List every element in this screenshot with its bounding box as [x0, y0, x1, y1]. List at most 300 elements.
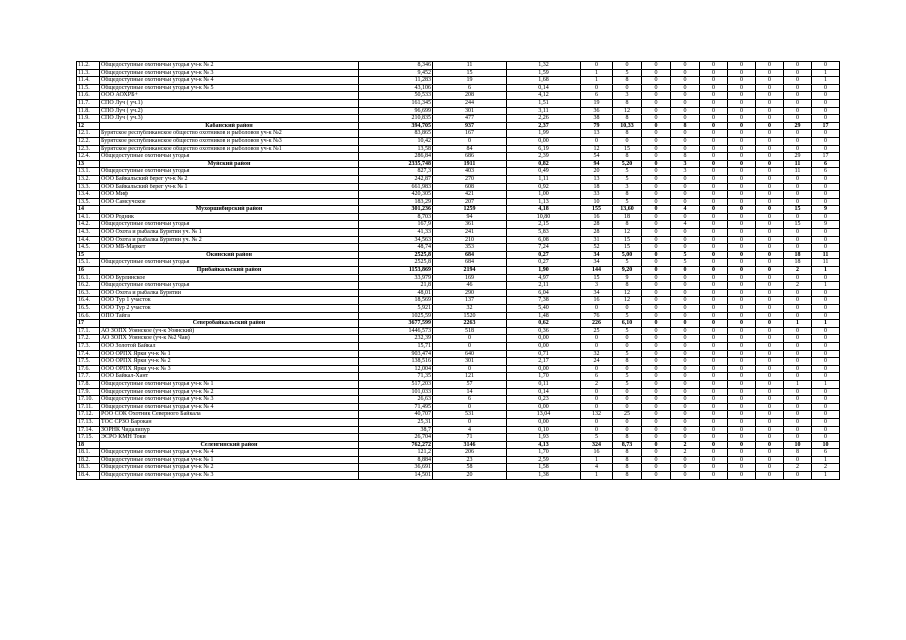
- table-row: [77, 221, 840, 229]
- table-cell: 0: [756, 418, 784, 426]
- table-cell: 0: [642, 198, 671, 206]
- table-cell: ООО АОХРБ+: [100, 92, 359, 100]
- table-cell: 242,87: [359, 175, 433, 183]
- table-cell: 0: [812, 183, 840, 191]
- table-cell: 9: [812, 206, 840, 214]
- table-cell: 661,983: [359, 183, 433, 191]
- table-cell: 0: [756, 312, 784, 320]
- table-cell: 0: [581, 426, 613, 434]
- table-cell: 0: [784, 289, 812, 297]
- table-cell: 0: [700, 99, 728, 107]
- table-cell: 0: [700, 221, 728, 229]
- table-cell: 0: [613, 388, 642, 396]
- table-cell: 17.14.: [77, 426, 100, 434]
- table-cell: 34,563: [359, 236, 433, 244]
- table-cell: 0: [784, 373, 812, 381]
- table-cell: 34: [581, 289, 613, 297]
- table-cell: 0: [756, 69, 784, 77]
- table-cell: 0: [671, 137, 700, 145]
- table-cell: 0: [581, 396, 613, 404]
- table-cell: 26,704: [359, 434, 433, 442]
- table-cell: 0: [671, 267, 700, 275]
- table-cell: ООО Тур 1 участок: [100, 297, 359, 305]
- table-cell: 17.5.: [77, 358, 100, 366]
- table-cell: 0: [700, 62, 728, 70]
- table-cell: 5,00: [613, 251, 642, 259]
- table-cell: 0: [756, 84, 784, 92]
- table-cell: 1: [812, 380, 840, 388]
- table-cell: 0: [671, 107, 700, 115]
- table-cell: 0: [671, 396, 700, 404]
- table-cell: 0: [728, 396, 756, 404]
- data-table: [76, 61, 840, 480]
- table-cell: 161,345: [359, 99, 433, 107]
- table-cell: 0: [700, 122, 728, 130]
- table-cell: 0,62: [507, 320, 581, 328]
- table-cell: 0: [700, 282, 728, 290]
- table-cell: 10: [812, 441, 840, 449]
- table-row: [77, 183, 840, 191]
- table-cell: 2194: [433, 267, 507, 275]
- table-cell: 0: [671, 312, 700, 320]
- table-cell: 4: [581, 464, 613, 472]
- table-cell: 5: [613, 69, 642, 77]
- table-cell: 71,495: [359, 403, 433, 411]
- table-cell: 71,35: [359, 373, 433, 381]
- table-cell: 0: [642, 327, 671, 335]
- table-cell: 5: [613, 373, 642, 381]
- table-cell: 12: [613, 229, 642, 237]
- table-cell: Общедоступные охотничьи угодья уч-к № 1: [100, 456, 359, 464]
- table-cell: 13.2.: [77, 175, 100, 183]
- table-cell: ООО МБ-Маркет: [100, 244, 359, 252]
- table-cell: 0: [784, 396, 812, 404]
- table-cell: 20: [581, 168, 613, 176]
- table-cell: 0: [728, 289, 756, 297]
- table-cell: 0: [728, 365, 756, 373]
- table-cell: 0: [728, 274, 756, 282]
- table-cell: 40,707: [359, 411, 433, 419]
- table-cell: 0: [756, 456, 784, 464]
- table-cell: 31: [581, 236, 613, 244]
- table-cell: 1: [812, 472, 840, 480]
- table-cell: 0: [700, 160, 728, 168]
- table-cell: 0: [812, 350, 840, 358]
- table-cell: 2,11: [507, 282, 581, 290]
- table-cell: 17: [812, 153, 840, 161]
- table-cell: 14.5.: [77, 244, 100, 252]
- table-cell: 8: [613, 358, 642, 366]
- table-cell: 0: [671, 62, 700, 70]
- table-cell: 0: [756, 472, 784, 480]
- table-cell: 0: [812, 175, 840, 183]
- table-cell: 8,73: [613, 441, 642, 449]
- table-cell: 0: [784, 365, 812, 373]
- table-cell: Кабанский район: [100, 122, 359, 130]
- table-cell: 0: [671, 289, 700, 297]
- table-cell: 1,93: [507, 434, 581, 442]
- table-cell: АО ЗОПХ Уоянское (уч-к №2 Чаи): [100, 335, 359, 343]
- table-cell: 0: [728, 69, 756, 77]
- table-cell: 0: [613, 335, 642, 343]
- table-cell: 1,11: [507, 175, 581, 183]
- table-cell: 0: [728, 175, 756, 183]
- table-cell: 0: [642, 365, 671, 373]
- table-cell: 9: [613, 274, 642, 282]
- table-row: [77, 77, 840, 85]
- table-cell: 0: [728, 388, 756, 396]
- table-cell: 5: [613, 168, 642, 176]
- table-cell: 0: [756, 373, 784, 381]
- table-cell: 11: [433, 62, 507, 70]
- table-cell: 0: [642, 449, 671, 457]
- table-cell: 0: [728, 373, 756, 381]
- table-cell: 3: [581, 282, 613, 290]
- table-cell: 0: [728, 160, 756, 168]
- table-cell: 0: [756, 244, 784, 252]
- table-cell: 301: [433, 358, 507, 366]
- table-cell: 0: [756, 130, 784, 138]
- table-cell: 1: [784, 380, 812, 388]
- table-cell: 18: [613, 213, 642, 221]
- table-cell: 11.4.: [77, 77, 100, 85]
- table-cell: 0: [671, 213, 700, 221]
- table-cell: 1,13: [507, 198, 581, 206]
- table-cell: 0: [812, 137, 840, 145]
- table-cell: 0: [812, 388, 840, 396]
- table-cell: ООО ОРПХ Ярки уч-к № 3: [100, 365, 359, 373]
- table-cell: 0,23: [507, 396, 581, 404]
- table-cell: 0: [728, 411, 756, 419]
- table-cell: 0: [642, 335, 671, 343]
- table-cell: Бурятское республиканское общество охотников и рыболовов уч-к №2: [100, 130, 359, 138]
- table-cell: 0: [581, 62, 613, 70]
- table-cell: 0: [581, 84, 613, 92]
- table-cell: 0: [642, 99, 671, 107]
- table-cell: 0: [642, 342, 671, 350]
- table-cell: 10,80: [507, 213, 581, 221]
- table-cell: 1: [581, 472, 613, 480]
- table-cell: 210: [433, 236, 507, 244]
- table-cell: 0: [728, 358, 756, 366]
- table-cell: 0: [642, 456, 671, 464]
- table-cell: 0: [728, 130, 756, 138]
- table-cell: 0: [756, 335, 784, 343]
- table-cell: 0: [812, 335, 840, 343]
- table-cell: 29: [784, 153, 812, 161]
- table-cell: 0: [812, 92, 840, 100]
- table-cell: 16.4.: [77, 297, 100, 305]
- table-row: [77, 115, 840, 123]
- table-cell: 0: [700, 168, 728, 176]
- table-cell: 0: [700, 350, 728, 358]
- table-cell: 33,979: [359, 274, 433, 282]
- table-cell: 0: [812, 84, 840, 92]
- table-cell: 33: [581, 191, 613, 199]
- table-cell: 0: [728, 449, 756, 457]
- table-cell: 0: [642, 380, 671, 388]
- table-cell: 2,17: [507, 358, 581, 366]
- table-cell: 8: [613, 472, 642, 480]
- table-cell: 20: [433, 472, 507, 480]
- table-cell: 132: [581, 411, 613, 419]
- table-cell: 0: [812, 62, 840, 70]
- table-cell: 13.3.: [77, 183, 100, 191]
- table-cell: 169: [433, 274, 507, 282]
- table-row: [77, 191, 840, 199]
- table-cell: 167: [433, 130, 507, 138]
- table-cell: 0: [671, 244, 700, 252]
- table-cell: 0: [756, 137, 784, 145]
- table-cell: 96,699: [359, 107, 433, 115]
- table-cell: Мухоршибирский район: [100, 206, 359, 214]
- table-cell: 1259: [433, 206, 507, 214]
- table-cell: 14.1.: [77, 213, 100, 221]
- table-cell: 0: [642, 388, 671, 396]
- table-cell: 244: [433, 99, 507, 107]
- table-cell: 0: [642, 274, 671, 282]
- table-cell: 0: [728, 472, 756, 480]
- table-cell: 0: [784, 198, 812, 206]
- table-row: [77, 153, 840, 161]
- table-row: [77, 418, 840, 426]
- table-cell: 0: [812, 244, 840, 252]
- table-cell: 301,236: [359, 206, 433, 214]
- table-cell: 226: [581, 320, 613, 328]
- table-cell: ООО Миф: [100, 191, 359, 199]
- table-cell: 0: [581, 335, 613, 343]
- table-cell: Прибайкальский район: [100, 267, 359, 275]
- table-cell: 0: [812, 312, 840, 320]
- table-cell: 0: [812, 396, 840, 404]
- table-cell: 29: [784, 122, 812, 130]
- table-cell: 2: [784, 267, 812, 275]
- table-cell: 0: [671, 183, 700, 191]
- table-cell: 0: [433, 418, 507, 426]
- table-cell: 32: [433, 305, 507, 313]
- table-cell: 0: [812, 342, 840, 350]
- table-cell: 0: [728, 305, 756, 313]
- table-cell: 0: [784, 99, 812, 107]
- table-cell: 4,12: [507, 92, 581, 100]
- table-cell: 0: [756, 153, 784, 161]
- table-cell: 1,32: [507, 62, 581, 70]
- table-cell: 57: [433, 380, 507, 388]
- table-cell: ООО Золотой Байкал: [100, 342, 359, 350]
- table-row: [77, 62, 840, 70]
- table-cell: 0: [756, 92, 784, 100]
- table-cell: 0: [784, 69, 812, 77]
- table-cell: 0: [581, 388, 613, 396]
- table-cell: 76: [581, 312, 613, 320]
- table-cell: 290: [433, 289, 507, 297]
- table-cell: 137: [433, 297, 507, 305]
- table-cell: 17.15.: [77, 434, 100, 442]
- table-cell: 0: [728, 115, 756, 123]
- table-cell: 5,20: [613, 160, 642, 168]
- table-cell: 4,18: [507, 206, 581, 214]
- table-cell: 0: [784, 92, 812, 100]
- table-cell: ОПО Тайга: [100, 312, 359, 320]
- table-cell: 15: [784, 206, 812, 214]
- table-cell: 2,26: [507, 115, 581, 123]
- table-cell: 12: [613, 297, 642, 305]
- table-cell: 477: [433, 115, 507, 123]
- table-row: [77, 122, 840, 130]
- table-cell: 11.9.: [77, 115, 100, 123]
- table-cell: 1: [581, 69, 613, 77]
- table-cell: Северобайкальский район: [100, 320, 359, 328]
- table-cell: 0: [756, 441, 784, 449]
- table-cell: 0: [642, 418, 671, 426]
- table-row: [77, 320, 840, 328]
- table-cell: 0,00: [507, 403, 581, 411]
- table-row: [77, 403, 840, 411]
- table-cell: 1446,573: [359, 327, 433, 335]
- table-cell: 1: [784, 320, 812, 328]
- table-cell: 903,474: [359, 350, 433, 358]
- table-cell: 0: [784, 418, 812, 426]
- table-cell: 1: [581, 456, 613, 464]
- table-row: [77, 380, 840, 388]
- table-cell: 0: [700, 441, 728, 449]
- table-cell: 0,36: [507, 327, 581, 335]
- table-cell: 0: [784, 403, 812, 411]
- table-cell: 48,01: [359, 289, 433, 297]
- table-cell: 11,283: [359, 77, 433, 85]
- table-cell: 0: [671, 472, 700, 480]
- table-cell: 0: [642, 183, 671, 191]
- table-row: [77, 411, 840, 419]
- table-row: [77, 168, 840, 176]
- table-cell: 54: [581, 153, 613, 161]
- table-cell: 0: [671, 115, 700, 123]
- table-cell: 11.6.: [77, 92, 100, 100]
- table-cell: 8: [613, 456, 642, 464]
- table-cell: Общедоступные охотничьи угодья уч-к № 5: [100, 84, 359, 92]
- table-cell: 144: [581, 267, 613, 275]
- table-cell: 2: [581, 380, 613, 388]
- table-cell: 0: [812, 305, 840, 313]
- table-cell: 0: [756, 297, 784, 305]
- table-row: [77, 388, 840, 396]
- table-cell: 17.13.: [77, 418, 100, 426]
- table-cell: 0: [784, 77, 812, 85]
- table-cell: 8,703: [359, 213, 433, 221]
- table-cell: 13.4.: [77, 191, 100, 199]
- table-cell: 0: [728, 267, 756, 275]
- table-row: [77, 472, 840, 480]
- table-cell: 0: [433, 403, 507, 411]
- table-cell: 0: [756, 411, 784, 419]
- table-cell: 5: [613, 259, 642, 267]
- table-cell: 15,71: [359, 342, 433, 350]
- table-cell: 0: [784, 62, 812, 70]
- table-cell: 1,70: [507, 449, 581, 457]
- table-cell: 0: [700, 365, 728, 373]
- table-cell: 0: [756, 327, 784, 335]
- table-cell: 232,39: [359, 335, 433, 343]
- table-cell: 9,452: [359, 69, 433, 77]
- table-cell: 0: [784, 213, 812, 221]
- table-cell: 0: [728, 259, 756, 267]
- table-cell: 14.3.: [77, 229, 100, 237]
- table-cell: 0,11: [507, 380, 581, 388]
- table-cell: 0: [671, 456, 700, 464]
- table-cell: Общедоступные охотничьи угодья уч-к № 2: [100, 62, 359, 70]
- table-cell: 0: [812, 191, 840, 199]
- table-cell: 0: [642, 244, 671, 252]
- table-cell: 0: [671, 229, 700, 237]
- table-cell: 241: [433, 229, 507, 237]
- table-cell: 0: [700, 472, 728, 480]
- table-cell: 6,19: [507, 145, 581, 153]
- table-cell: 0: [642, 297, 671, 305]
- table-cell: 11: [784, 160, 812, 168]
- table-cell: 0: [784, 229, 812, 237]
- table-row: [77, 244, 840, 252]
- table-row: [77, 99, 840, 107]
- table-cell: 0: [756, 358, 784, 366]
- table-cell: 0: [756, 365, 784, 373]
- table-cell: Общедоступные охотничьи угодья уч-к № 2: [100, 388, 359, 396]
- table-cell: 0: [642, 84, 671, 92]
- table-cell: 0: [756, 282, 784, 290]
- table-cell: 0: [728, 62, 756, 70]
- table-row: [77, 350, 840, 358]
- table-cell: Общедоступные охотничьи угодья: [100, 259, 359, 267]
- table-cell: 0: [700, 115, 728, 123]
- table-cell: 18: [784, 251, 812, 259]
- table-cell: 0: [671, 327, 700, 335]
- table-cell: 0: [784, 244, 812, 252]
- table-cell: 0: [728, 92, 756, 100]
- table-cell: 210,835: [359, 115, 433, 123]
- table-cell: 0: [756, 426, 784, 434]
- table-cell: 0: [642, 92, 671, 100]
- table-cell: 3: [613, 183, 642, 191]
- table-cell: 0: [728, 145, 756, 153]
- table-row: [77, 69, 840, 77]
- table-cell: 0: [642, 107, 671, 115]
- table-cell: 0: [756, 213, 784, 221]
- table-cell: 15.1.: [77, 259, 100, 267]
- table-cell: 12.1.: [77, 130, 100, 138]
- table-cell: 0: [728, 342, 756, 350]
- table-cell: 0: [728, 251, 756, 259]
- table-cell: 0: [728, 153, 756, 161]
- table-cell: 0: [671, 350, 700, 358]
- table-cell: ООО Охота и рыбалка Бурятии уч. № 1: [100, 229, 359, 237]
- table-cell: 0: [700, 297, 728, 305]
- table-cell: Бурятское республиканское общество охотников и рыболовов уч-к №3: [100, 137, 359, 145]
- table-cell: 38: [581, 115, 613, 123]
- table-cell: 2: [671, 441, 700, 449]
- table-cell: 0: [784, 145, 812, 153]
- table-cell: 0: [728, 229, 756, 237]
- table-cell: 2525,8: [359, 251, 433, 259]
- table-cell: 10: [581, 198, 613, 206]
- table-cell: 32: [581, 350, 613, 358]
- table-cell: 8: [784, 449, 812, 457]
- table-cell: 0: [671, 373, 700, 381]
- table-cell: 11.7.: [77, 99, 100, 107]
- table-cell: 0: [642, 160, 671, 168]
- table-cell: 18: [581, 183, 613, 191]
- table-cell: 0: [728, 418, 756, 426]
- table-cell: 0: [728, 84, 756, 92]
- table-cell: 0: [784, 434, 812, 442]
